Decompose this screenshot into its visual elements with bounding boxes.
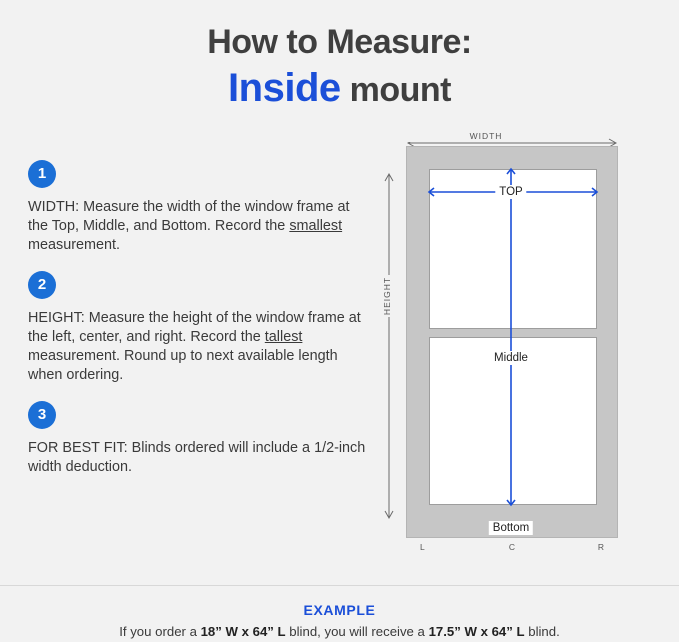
example-ordered-size: 18” W x 64” L <box>200 624 286 639</box>
example-prefix: If you order a <box>119 624 201 639</box>
mark-left: L <box>420 542 425 552</box>
step-1-lead: WIDTH: <box>28 199 80 215</box>
example-section <box>0 602 679 639</box>
step-3-text <box>28 439 373 477</box>
height-dimension-arrow-icon <box>382 172 396 520</box>
tag-bottom: Bottom <box>489 521 533 535</box>
measurement-guide-lines <box>407 147 619 539</box>
step-1-badge: 1 <box>28 160 56 188</box>
height-dimension-label: HEIGHT <box>382 276 392 316</box>
mark-right: R <box>597 542 604 552</box>
step-1-text-after: measurement. <box>28 237 120 253</box>
step-1 <box>28 160 373 255</box>
step-2-badge: 2 <box>28 271 56 299</box>
step-2-text <box>28 309 373 385</box>
steps-list <box>28 160 373 493</box>
step-2-lead: HEIGHT: <box>28 310 85 326</box>
mark-center: C <box>508 542 516 552</box>
step-2 <box>28 271 373 385</box>
window-diagram <box>380 130 650 560</box>
step-3-badge: 3 <box>28 401 56 429</box>
tag-top: TOP <box>495 185 526 199</box>
step-3-lead: FOR BEST FIT: <box>28 440 128 456</box>
step-1-text <box>28 198 373 255</box>
step-2-text-before: Measure the height of the window frame at the left, center, and right. Record the <box>28 310 361 345</box>
step-2-underlined: tallest <box>264 329 303 345</box>
footer-divider <box>0 585 679 586</box>
step-1-underlined: smallest <box>289 218 343 234</box>
title-line-2 <box>0 66 679 112</box>
title-line-1: How to Measure: <box>207 23 472 61</box>
step-2-text-after: measurement. Round up to next available length when ordering. <box>28 348 338 383</box>
example-middle: blind, you will receive a <box>285 624 429 639</box>
title-accent-word: Inside <box>228 66 341 110</box>
step-3-text-before: Blinds ordered will include a 1/2-inch width deduction. <box>28 440 366 475</box>
step-1-text-before: Measure the width of the window frame at the Top, Middle, and Bottom. Record the <box>28 199 350 234</box>
width-dimension-label: WIDTH <box>380 130 592 142</box>
title-line-2-rest: mount <box>340 71 451 109</box>
example-text <box>0 624 679 639</box>
example-suffix: blind. <box>524 624 560 639</box>
step-3 <box>28 401 373 477</box>
example-title: EXAMPLE <box>303 602 376 618</box>
tag-middle: Middle <box>490 351 532 365</box>
window-frame <box>406 146 618 538</box>
page-title <box>0 22 679 112</box>
example-received-size: 17.5” W x 64” L <box>428 624 525 639</box>
